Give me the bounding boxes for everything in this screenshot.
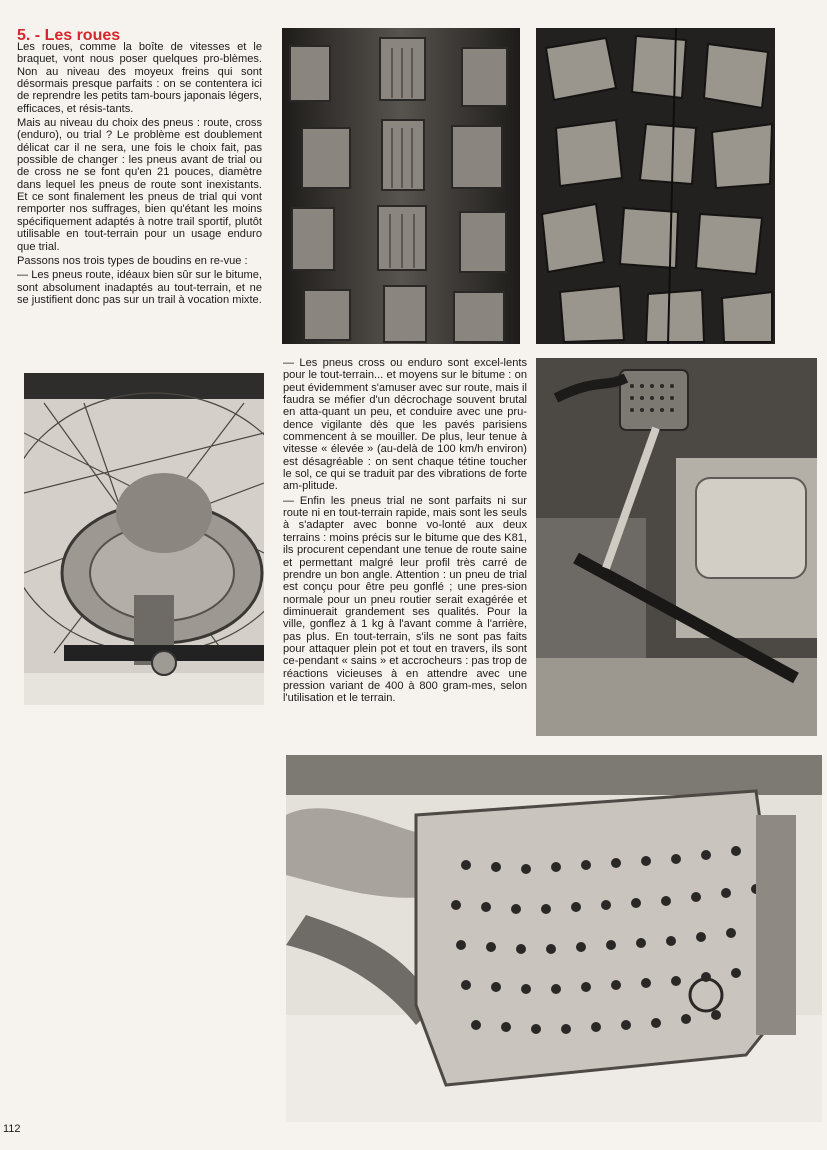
paragraph: — Les pneus cross ou enduro sont excel-lents pour le tout-terrain... et moyens sur le bitume : on peut évidemment s'amuser avec sur route, mais il faudra se méfier d'un décrochage souvent brutal en atta-quant un peu, et conduire avec une pru-dence vigilante dès que les pavés parisiens commencent à se mouiller. De plus, leur tenue à vitesse « élevée » (au-delà de 100 km/h environ) est désagréable : on sent chaque tétine toucher le sol, ce qui se traduit par des vibrations de forte am-plitude. <box>283 357 527 493</box>
middle-text-column <box>283 357 527 707</box>
paragraph: Passons nos trois types de boudins en re-vue : <box>17 254 248 267</box>
engine-carburetor-photo <box>536 358 817 736</box>
paragraph: Mais au niveau du choix des pneus : route, cross (enduro), ou trial ? Le problème est doublement délicat car il ne sera, une fois le choix fait, pas possible de changer : les pneus avant de trial ou de cross ne se font qu'en 21 pouces, diamètre dans lequel les pneus de route sont inexistants. Et ce sont finalement les pneus de trial qui vont remporter nos suffrages, bien qu'étant les moins spécifiquement adaptés à notre trail sportif, plutôt utilisable en tout-terrain pour un usage enduro que trial. <box>17 117 262 253</box>
trial-tire-knobs-photo <box>536 28 775 344</box>
skid-plate-photo <box>286 755 822 1122</box>
paragraph: Les roues, comme la boîte de vitesses et le braquet, vont nous poser quelques pro-blèmes. Non au niveau des moyeux freins qui sont désormais presque parfaits : on se contentera ici de reprendre les petits tam-bours japonais légers, efficaces, et résis-tants. <box>17 41 262 115</box>
tire-tread-closeup-photo <box>282 28 520 344</box>
paragraph: — Les pneus route, idéaux bien sûr sur le bitume, sont absolument inadaptés au tout-terrain, et ne se justifient donc pas sur un trail à vocation mixte. <box>17 269 262 306</box>
page-number: 112 <box>3 1123 21 1135</box>
left-text-column <box>17 41 262 308</box>
section-title: 5. - Les roues <box>17 27 121 44</box>
wheel-hub-brake-photo <box>24 373 264 705</box>
paragraph: — Enfin les pneus trial ne sont parfaits ni sur route ni en tout-terrain rapide, mais sont les seuls à s'adapter avec bonne vo-lonté aux deux terrains : moins précis sur le bitume que des K81, ils procurent cependant une tenue de route saine et permettant malgré leur profil très carré de prendre un bon angle. Attention : un pneu de trial est conçu pour être peu gonflé ; une pres-sion normale pour un pneu routier serait exagérée et diminuerait grandement ses qualités. Pour la ville, gonflez à 1 kg à l'avant comme à l'arrière, pas plus. En tout-terrain, s'ils ne sont pas faits pour attaquer plein pot et tout en travers, ils sont ce-pendant « sains » et accrocheurs : pas trop de réactions vicieuses à en attendre avec une pression variant de 400 à 800 gram-mes, selon l'utilisation et le terrain. <box>283 494 527 705</box>
